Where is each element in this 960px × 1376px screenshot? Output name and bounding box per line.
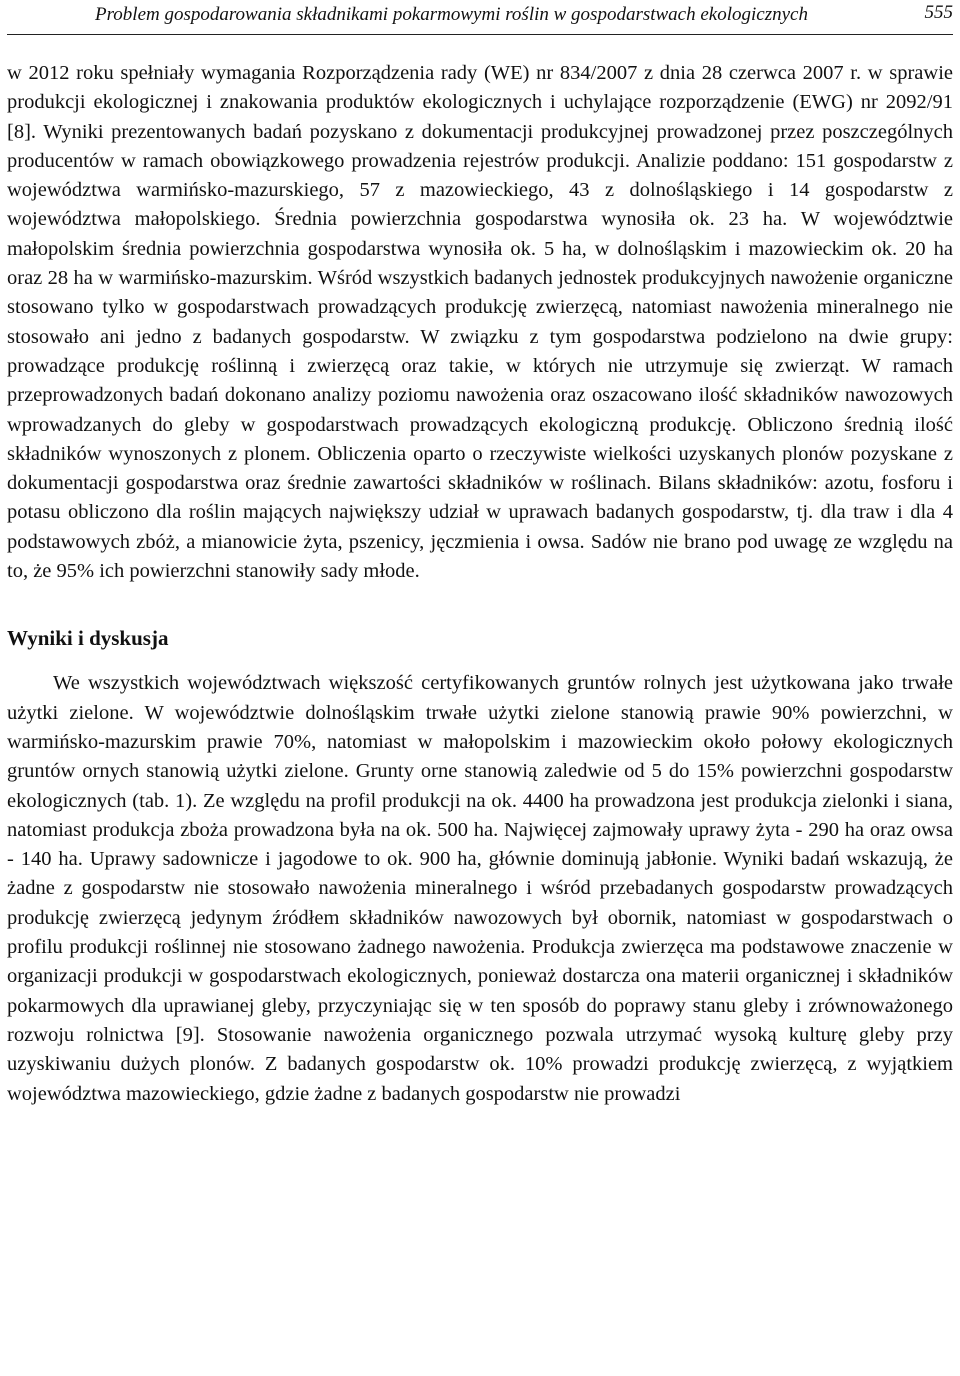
body-paragraph: We wszystkich województwach większość certyfikowanych gruntów rolnych jest użytkowana jako trwałe użytki zielone. W województwie dolnośląskim trwałe użytki zielone stanowią prawie 90% powierzchni, w warmińsko-mazurskim prawie 70%, natomiast w małopolskim i mazowieckim około połowy ekologicznych gruntów ornych stanowią użytki zielone. Grunty orne stanowią zaledwie od 5 do 15% powierzchni gospodarstw ekologicznych (tab. 1). Ze względu na profil produkcji na ok. 4400 ha prowadzona jest produkcja zielonki i siana, natomiast produkcja zboża prowadzona była na ok. 500 ha. Najwięcej zajmowały uprawy żyta - 290 ha oraz owsa - 140 ha. Uprawy sadownicze i jagodowe to ok. 900 ha, głównie dominują jabłonie. Wyniki badań wskazują, że żadne z gospodarstw nie stosowało nawożenia mineralnego i wśród przebadanych gospodarstw prowadzących produkcję zwierzęcą jedynym źródłem składników nawozowych był obornik, natomiast w gospodarstwach o profilu produkcji roślinnej nie stosowano żadnego nawożenia. Produkcja zwierzęca ma podstawowe znaczenie w organizacji produkcji w gospodarstwach ekologicznych, ponieważ dostarcza ona materii organicznej i składników pokarmowych dla uprawianej gleby, przyczyniając się w ten sposób do poprawy stanu gleby i zrównoważonego rozwoju rolnictwa [9]. Stosowanie nawożenia organicznego pozwala utrzymać wysoką kulturę gleby przy uzyskiwaniu dużych plonów. Z badanych gospodarstw ok. 10% prowadzi produkcję zwierzęcą, z wyjątkiem województwa mazowieckiego, gdzie żadne z badanych gospodarstw nie prowadzi — [7, 672, 953, 1105]
page-number: 555 — [924, 2, 953, 23]
running-header — [7, 0, 953, 35]
body-paragraph: w 2012 roku spełniały wymagania Rozporządzenia rady (WE) nr 834/2007 z dnia 28 czerwca 2007 r. w sprawie produkcji ekologicznej i znakowania produktów ekologicznych i uchylające rozporządzenie (EWG) nr 2092/91 [8]. Wyniki prezentowanych badań pozyskano z dokumentacji produkcyjnej prowadzonej przez poszczególnych producentów w ramach obowiązkowego prowadzenia rejestrów produkcji. Analizie poddano: 151 gospodarstw z województwa warmińsko-mazurskiego, 57 z mazowieckiego, 43 z dolnośląskiego i 14 gospodarstw z województwa małopolskiego. Średnia powierzchnia gospodarstwa wynosiła ok. 23 ha. W województwie małopolskim średnia powierzchnia gospodarstwa wynosiła ok. 5 ha, w dolnośląskim i mazowieckim ok. 20 ha oraz 28 ha w warmińsko-mazurskim. Wśród wszystkich badanych jednostek produkcyjnych nawożenie organiczne stosowano tylko w gospodarstwach prowadzących produkcję zwierzęcą, natomiast nawożenia mineralnego nie stosowało ani jedno z badanych gospodarstw. W związku z tym gospodarstwa podzielono na dwie grupy: prowadzące produkcję roślinną i zwierzęcą oraz takie, w których nie utrzymuje się zwierząt. W ramach przeprowadzonych badań dokonano analizy poziomu nawożenia oraz oszacowano ilość składników nawozowych wprowadzanych do gleby w gospodarstwach prowadzących ekologiczną produkcję. Obliczono średnią ilość składników wynoszonych z plonem. Obliczenia oparto o rzeczywiste wielkości uzyskanych plonów pozyskane z dokumentacji gospodarstwa oraz średnie zawartości składników w roślinach. Bilans składników: azotu, fosforu i potasu obliczono dla roślin mających największy udział w uprawach badanych gospodarstw, tj. dla traw i dla 4 podstawowych zbóż, a mianowicie żyta, pszenicy, jęczmienia i owsa. Sadów nie brano pod uwagę ze względu na to, że 95% ich powierzchni stanowiły sady młode. — [7, 62, 953, 583]
running-title: Problem gospodarowania składnikami pokarmowymi roślin w gospodarstwach ekologicznych — [95, 4, 808, 25]
page — [7, 0, 953, 1109]
section-heading: Wyniki i dyskusja — [7, 626, 169, 651]
